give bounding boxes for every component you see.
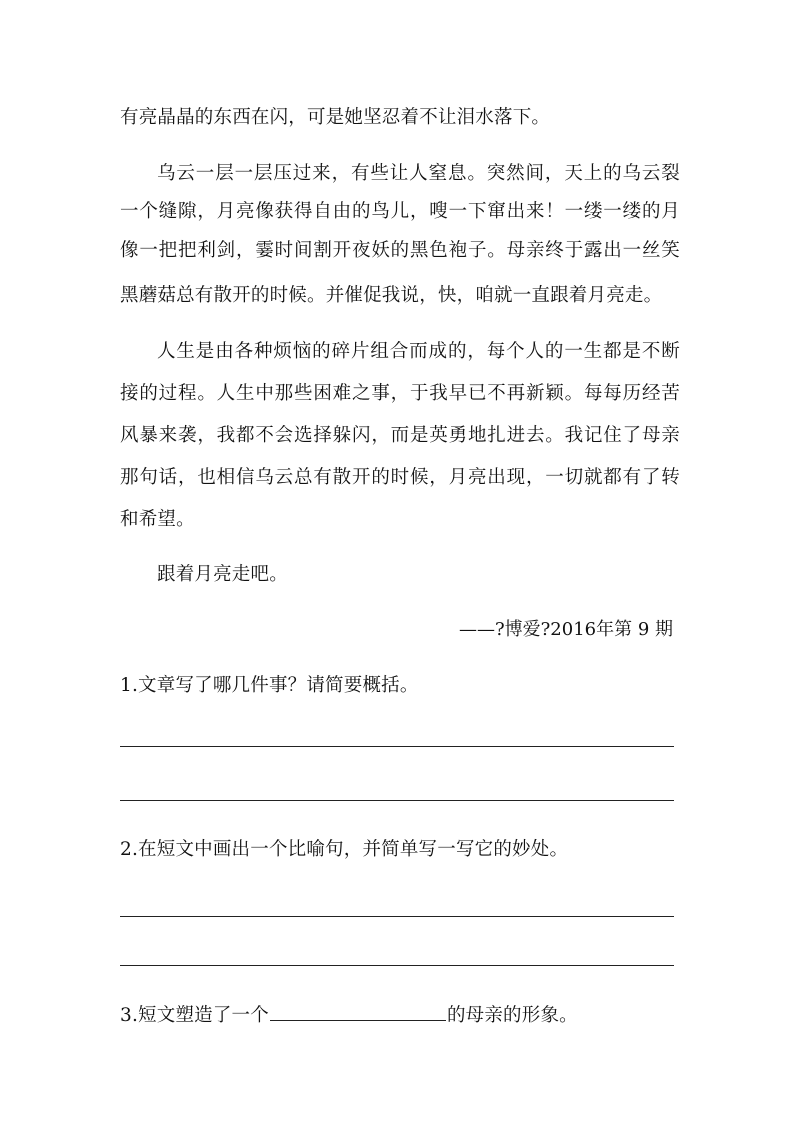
passage-line-6: 人生是由各种烦恼的碎片组合而成的，每个人的一生都是不断 bbox=[157, 341, 680, 362]
answer-line-q1-a[interactable] bbox=[120, 746, 674, 747]
question-2: 2.在短文中画出一个比喻句，并简单写一写它的妙处。 bbox=[120, 839, 569, 860]
passage-line-2: 乌云一层一层压过来，有些让人窒息。突然间，天上的乌云裂 bbox=[157, 163, 680, 184]
passage-line-10: 和希望。 bbox=[120, 509, 195, 530]
source-citation: ——?博爱?2016年第 9 期 bbox=[458, 619, 673, 640]
passage-line-3: 一个缝隙，月亮像获得自由的鸟儿，嗖一下窜出来！一缕一缕的月 bbox=[120, 201, 680, 222]
answer-line-q1-b[interactable] bbox=[120, 800, 674, 801]
passage-line-1: 有亮晶晶的东西在闪，可是她坚忍着不让泪水落下。 bbox=[120, 107, 551, 128]
question-3-prefix: 3.短文塑造了一个 bbox=[120, 1005, 269, 1026]
question-3-suffix: 的母亲的形象。 bbox=[446, 1005, 578, 1026]
passage-line-8: 风暴来袭，我都不会选择躲闪，而是英勇地扎进去。我记住了母亲 bbox=[120, 425, 680, 446]
question-1: 1.文章写了哪几件事？请简要概括。 bbox=[120, 675, 419, 696]
passage-line-11: 跟着月亮走吧。 bbox=[157, 564, 288, 585]
passage-line-5: 黑蘑菇总有散开的时候。并催促我说，快，咱就一直跟着月亮走。 bbox=[120, 285, 663, 306]
passage-line-9: 那句话，也相信乌云总有散开的时候，月亮出现，一切就都有了转 bbox=[120, 467, 680, 488]
answer-line-q2-b[interactable] bbox=[120, 965, 674, 966]
fill-in-blank-q3[interactable] bbox=[270, 1002, 446, 1021]
passage-line-7: 接的过程。人生中那些困难之事，于我早已不再新颖。每每历经苦 bbox=[120, 383, 680, 404]
answer-line-q2-a[interactable] bbox=[120, 916, 674, 917]
question-3 bbox=[120, 1002, 680, 1028]
passage-line-4: 像一把把利剑，霎时间割开夜妖的黑色袍子。母亲终于露出一丝笑 bbox=[120, 240, 680, 261]
